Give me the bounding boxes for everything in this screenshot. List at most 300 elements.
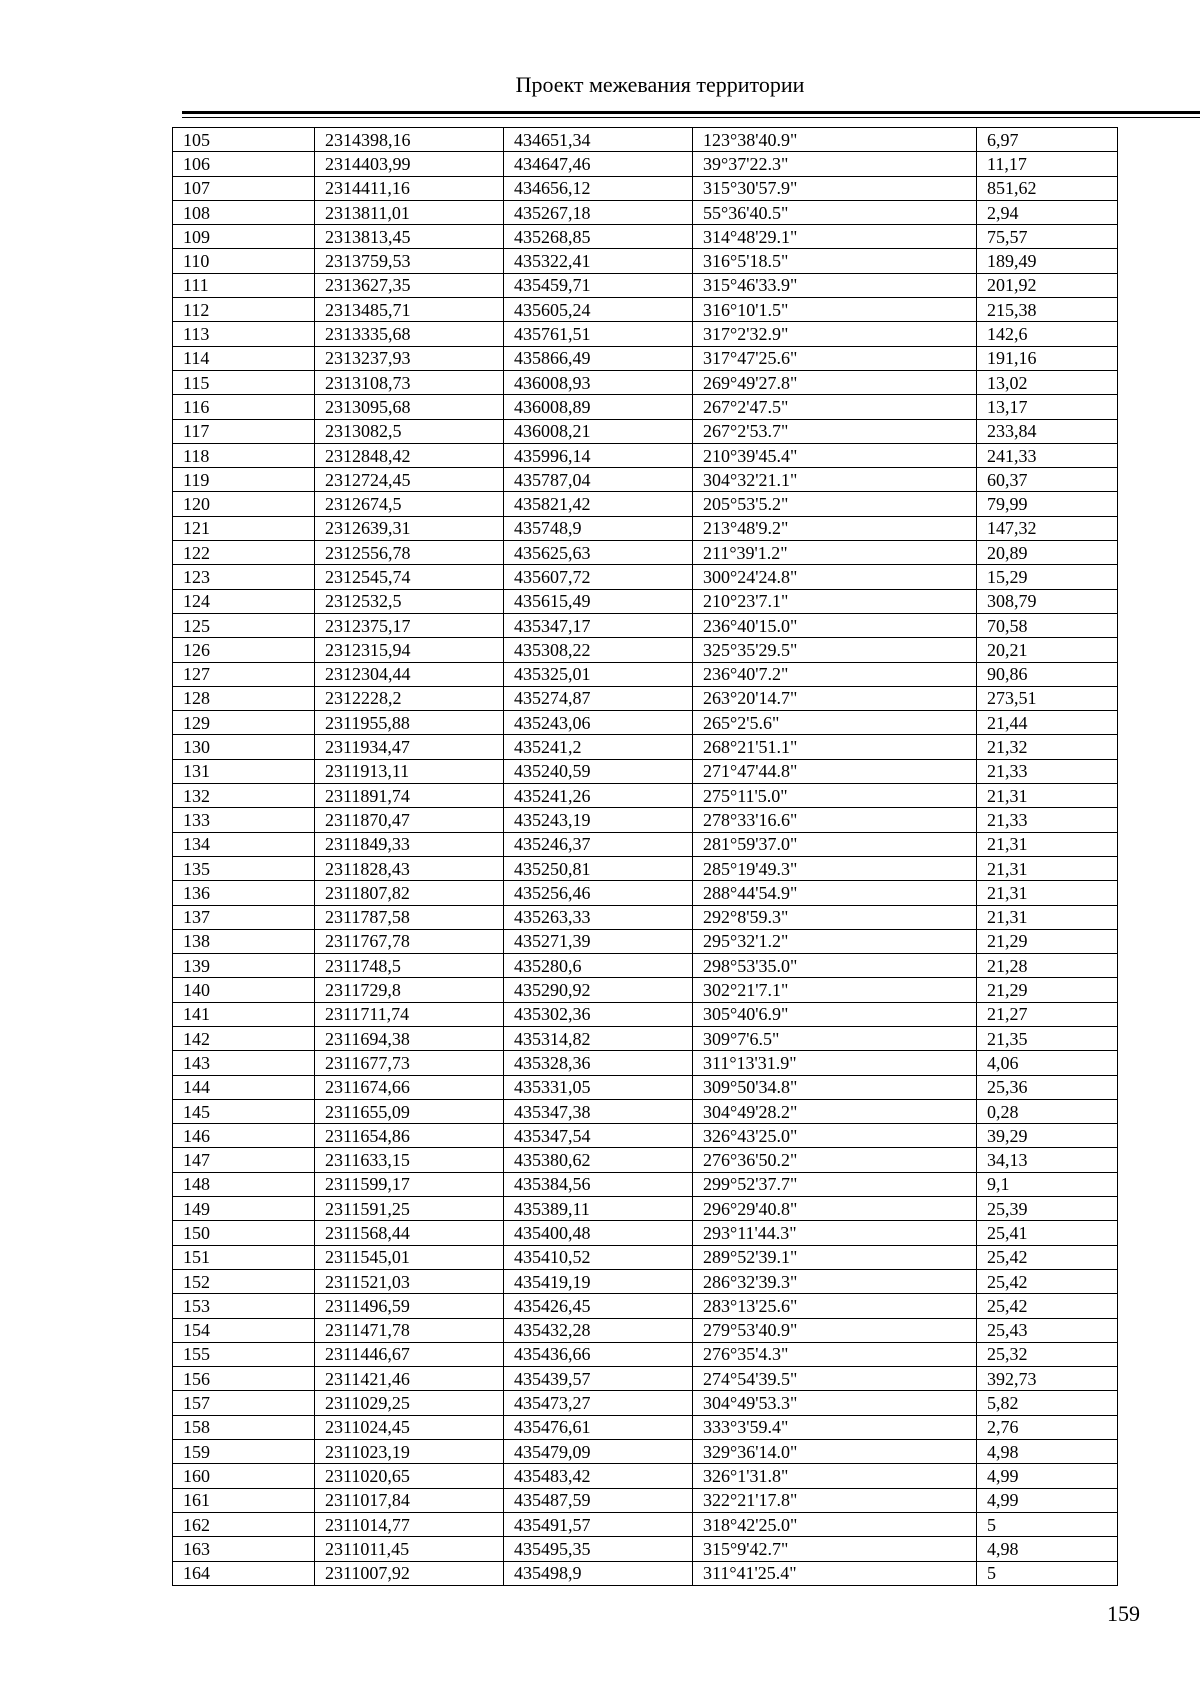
x-coordinate-cell: 2311568,44 (315, 1221, 504, 1245)
y-coordinate-cell: 435267,18 (504, 200, 693, 224)
table-row (173, 1026, 1118, 1050)
y-coordinate-cell: 435241,26 (504, 784, 693, 808)
point-number-cell: 147 (173, 1148, 315, 1172)
y-coordinate-cell: 435241,2 (504, 735, 693, 759)
distance-cell: 13,17 (977, 395, 1118, 419)
table-row (173, 1561, 1118, 1585)
x-coordinate-cell: 2311591,25 (315, 1197, 504, 1221)
distance-cell: 241,33 (977, 443, 1118, 467)
point-number-cell: 109 (173, 225, 315, 249)
x-coordinate-cell: 2312304,44 (315, 662, 504, 686)
distance-cell: 25,42 (977, 1245, 1118, 1269)
x-coordinate-cell: 2313759,53 (315, 249, 504, 273)
y-coordinate-cell: 435483,42 (504, 1464, 693, 1488)
table-row (173, 638, 1118, 662)
bearing-cell: 333°3'59.4" (693, 1415, 977, 1439)
bearing-cell: 275°11'5.0" (693, 784, 977, 808)
coordinates-table (172, 127, 1118, 1586)
x-coordinate-cell: 2313627,35 (315, 273, 504, 297)
bearing-cell: 283°13'25.6" (693, 1294, 977, 1318)
x-coordinate-cell: 2313813,45 (315, 225, 504, 249)
point-number-cell: 146 (173, 1124, 315, 1148)
y-coordinate-cell: 435331,05 (504, 1075, 693, 1099)
table-row (173, 443, 1118, 467)
x-coordinate-cell: 2311767,78 (315, 929, 504, 953)
table-row (173, 1440, 1118, 1464)
y-coordinate-cell: 435240,59 (504, 759, 693, 783)
distance-cell: 273,51 (977, 686, 1118, 710)
point-number-cell: 155 (173, 1342, 315, 1366)
y-coordinate-cell: 435347,17 (504, 613, 693, 637)
y-coordinate-cell: 435473,27 (504, 1391, 693, 1415)
bearing-cell: 236°40'15.0" (693, 613, 977, 637)
distance-cell: 21,31 (977, 784, 1118, 808)
x-coordinate-cell: 2311011,45 (315, 1537, 504, 1561)
x-coordinate-cell: 2312315,94 (315, 638, 504, 662)
y-coordinate-cell: 435246,37 (504, 832, 693, 856)
table-row (173, 978, 1118, 1002)
distance-cell: 6,97 (977, 128, 1118, 152)
bearing-cell: 211°39'1.2" (693, 541, 977, 565)
bearing-cell: 304°49'28.2" (693, 1099, 977, 1123)
y-coordinate-cell: 435605,24 (504, 298, 693, 322)
bearing-cell: 318°42'25.0" (693, 1512, 977, 1536)
bearing-cell: 265°2'5.6" (693, 711, 977, 735)
distance-cell: 0,28 (977, 1099, 1118, 1123)
bearing-cell: 276°35'4.3" (693, 1342, 977, 1366)
x-coordinate-cell: 2313082,5 (315, 419, 504, 443)
header-rule-thin (182, 117, 1200, 118)
table-row (173, 1294, 1118, 1318)
point-number-cell: 122 (173, 541, 315, 565)
point-number-cell: 157 (173, 1391, 315, 1415)
point-number-cell: 139 (173, 954, 315, 978)
table-row (173, 1391, 1118, 1415)
table-row (173, 128, 1118, 152)
y-coordinate-cell: 435491,57 (504, 1512, 693, 1536)
table-row (173, 200, 1118, 224)
x-coordinate-cell: 2312545,74 (315, 565, 504, 589)
y-coordinate-cell: 435439,57 (504, 1367, 693, 1391)
bearing-cell: 309°50'34.8" (693, 1075, 977, 1099)
x-coordinate-cell: 2314398,16 (315, 128, 504, 152)
bearing-cell: 271°47'44.8" (693, 759, 977, 783)
bearing-cell: 269°49'27.8" (693, 370, 977, 394)
bearing-cell: 311°41'25.4" (693, 1561, 977, 1585)
point-number-cell: 149 (173, 1197, 315, 1221)
bearing-cell: 276°36'50.2" (693, 1148, 977, 1172)
x-coordinate-cell: 2311545,01 (315, 1245, 504, 1269)
table-row (173, 1269, 1118, 1293)
point-number-cell: 125 (173, 613, 315, 637)
y-coordinate-cell: 435274,87 (504, 686, 693, 710)
distance-cell: 20,21 (977, 638, 1118, 662)
y-coordinate-cell: 435615,49 (504, 589, 693, 613)
point-number-cell: 115 (173, 370, 315, 394)
x-coordinate-cell: 2312375,17 (315, 613, 504, 637)
x-coordinate-cell: 2311496,59 (315, 1294, 504, 1318)
bearing-cell: 55°36'40.5" (693, 200, 977, 224)
bearing-cell: 309°7'6.5" (693, 1026, 977, 1050)
table-row (173, 784, 1118, 808)
point-number-cell: 131 (173, 759, 315, 783)
bearing-cell: 210°39'45.4" (693, 443, 977, 467)
bearing-cell: 213°48'9.2" (693, 516, 977, 540)
distance-cell: 392,73 (977, 1367, 1118, 1391)
point-number-cell: 108 (173, 200, 315, 224)
bearing-cell: 317°2'32.9" (693, 322, 977, 346)
y-coordinate-cell: 435256,46 (504, 881, 693, 905)
distance-cell: 13,02 (977, 370, 1118, 394)
distance-cell: 90,86 (977, 662, 1118, 686)
point-number-cell: 136 (173, 881, 315, 905)
point-number-cell: 123 (173, 565, 315, 589)
x-coordinate-cell: 2311729,8 (315, 978, 504, 1002)
table-row (173, 662, 1118, 686)
y-coordinate-cell: 435400,48 (504, 1221, 693, 1245)
distance-cell: 21,35 (977, 1026, 1118, 1050)
y-coordinate-cell: 435280,6 (504, 954, 693, 978)
bearing-cell: 289°52'39.1" (693, 1245, 977, 1269)
x-coordinate-cell: 2311849,33 (315, 832, 504, 856)
x-coordinate-cell: 2311934,47 (315, 735, 504, 759)
table-row (173, 516, 1118, 540)
distance-cell: 21,29 (977, 978, 1118, 1002)
point-number-cell: 152 (173, 1269, 315, 1293)
table-row (173, 905, 1118, 929)
y-coordinate-cell: 436008,89 (504, 395, 693, 419)
table-row (173, 954, 1118, 978)
bearing-cell: 281°59'37.0" (693, 832, 977, 856)
point-number-cell: 150 (173, 1221, 315, 1245)
distance-cell: 215,38 (977, 298, 1118, 322)
point-number-cell: 110 (173, 249, 315, 273)
y-coordinate-cell: 435347,54 (504, 1124, 693, 1148)
coordinates-table-body (173, 128, 1118, 1586)
x-coordinate-cell: 2311891,74 (315, 784, 504, 808)
distance-cell: 9,1 (977, 1172, 1118, 1196)
x-coordinate-cell: 2311655,09 (315, 1099, 504, 1123)
y-coordinate-cell: 435322,41 (504, 249, 693, 273)
y-coordinate-cell: 435314,82 (504, 1026, 693, 1050)
distance-cell: 21,33 (977, 808, 1118, 832)
point-number-cell: 124 (173, 589, 315, 613)
table-row (173, 468, 1118, 492)
point-number-cell: 118 (173, 443, 315, 467)
x-coordinate-cell: 2312532,5 (315, 589, 504, 613)
distance-cell: 21,31 (977, 856, 1118, 880)
point-number-cell: 120 (173, 492, 315, 516)
distance-cell: 21,31 (977, 905, 1118, 929)
x-coordinate-cell: 2311023,19 (315, 1440, 504, 1464)
distance-cell: 34,13 (977, 1148, 1118, 1172)
y-coordinate-cell: 435347,38 (504, 1099, 693, 1123)
table-row (173, 1464, 1118, 1488)
distance-cell: 25,36 (977, 1075, 1118, 1099)
point-number-cell: 132 (173, 784, 315, 808)
table-row (173, 929, 1118, 953)
table-row (173, 1051, 1118, 1075)
x-coordinate-cell: 2312724,45 (315, 468, 504, 492)
bearing-cell: 288°44'54.9" (693, 881, 977, 905)
y-coordinate-cell: 435821,42 (504, 492, 693, 516)
y-coordinate-cell: 435432,28 (504, 1318, 693, 1342)
point-number-cell: 134 (173, 832, 315, 856)
x-coordinate-cell: 2311787,58 (315, 905, 504, 929)
distance-cell: 21,31 (977, 881, 1118, 905)
y-coordinate-cell: 436008,93 (504, 370, 693, 394)
bearing-cell: 304°49'53.3" (693, 1391, 977, 1415)
bearing-cell: 300°24'24.8" (693, 565, 977, 589)
distance-cell: 4,06 (977, 1051, 1118, 1075)
point-number-cell: 142 (173, 1026, 315, 1050)
bearing-cell: 326°1'31.8" (693, 1464, 977, 1488)
bearing-cell: 278°33'16.6" (693, 808, 977, 832)
bearing-cell: 263°20'14.7" (693, 686, 977, 710)
table-row (173, 711, 1118, 735)
table-row (173, 176, 1118, 200)
distance-cell: 4,99 (977, 1488, 1118, 1512)
table-row (173, 1172, 1118, 1196)
x-coordinate-cell: 2311694,38 (315, 1026, 504, 1050)
distance-cell: 189,49 (977, 249, 1118, 273)
distance-cell: 21,32 (977, 735, 1118, 759)
point-number-cell: 128 (173, 686, 315, 710)
distance-cell: 142,6 (977, 322, 1118, 346)
point-number-cell: 121 (173, 516, 315, 540)
point-number-cell: 130 (173, 735, 315, 759)
distance-cell: 25,42 (977, 1269, 1118, 1293)
bearing-cell: 295°32'1.2" (693, 929, 977, 953)
y-coordinate-cell: 435290,92 (504, 978, 693, 1002)
distance-cell: 851,62 (977, 176, 1118, 200)
distance-cell: 201,92 (977, 273, 1118, 297)
y-coordinate-cell: 435498,9 (504, 1561, 693, 1585)
y-coordinate-cell: 435761,51 (504, 322, 693, 346)
table-row (173, 492, 1118, 516)
x-coordinate-cell: 2311677,73 (315, 1051, 504, 1075)
distance-cell: 4,98 (977, 1440, 1118, 1464)
bearing-cell: 292°8'59.3" (693, 905, 977, 929)
distance-cell: 21,28 (977, 954, 1118, 978)
table-row (173, 1148, 1118, 1172)
bearing-cell: 236°40'7.2" (693, 662, 977, 686)
distance-cell: 39,29 (977, 1124, 1118, 1148)
y-coordinate-cell: 435268,85 (504, 225, 693, 249)
distance-cell: 79,99 (977, 492, 1118, 516)
y-coordinate-cell: 435748,9 (504, 516, 693, 540)
distance-cell: 25,42 (977, 1294, 1118, 1318)
table-row (173, 1318, 1118, 1342)
distance-cell: 20,89 (977, 541, 1118, 565)
table-row (173, 613, 1118, 637)
bearing-cell: 39°37'22.3" (693, 152, 977, 176)
bearing-cell: 205°53'5.2" (693, 492, 977, 516)
table-row (173, 1512, 1118, 1536)
table-row (173, 541, 1118, 565)
table-row (173, 419, 1118, 443)
point-number-cell: 156 (173, 1367, 315, 1391)
point-number-cell: 164 (173, 1561, 315, 1585)
point-number-cell: 107 (173, 176, 315, 200)
point-number-cell: 106 (173, 152, 315, 176)
y-coordinate-cell: 434656,12 (504, 176, 693, 200)
point-number-cell: 161 (173, 1488, 315, 1512)
x-coordinate-cell: 2313335,68 (315, 322, 504, 346)
point-number-cell: 116 (173, 395, 315, 419)
point-number-cell: 129 (173, 711, 315, 735)
table-row (173, 1124, 1118, 1148)
table-row (173, 273, 1118, 297)
point-number-cell: 158 (173, 1415, 315, 1439)
bearing-cell: 267°2'47.5" (693, 395, 977, 419)
point-number-cell: 143 (173, 1051, 315, 1075)
bearing-cell: 316°5'18.5" (693, 249, 977, 273)
y-coordinate-cell: 435263,33 (504, 905, 693, 929)
point-number-cell: 114 (173, 346, 315, 370)
bearing-cell: 274°54'39.5" (693, 1367, 977, 1391)
distance-cell: 21,44 (977, 711, 1118, 735)
table-row (173, 759, 1118, 783)
table-row (173, 1537, 1118, 1561)
distance-cell: 147,32 (977, 516, 1118, 540)
x-coordinate-cell: 2311870,47 (315, 808, 504, 832)
y-coordinate-cell: 435243,19 (504, 808, 693, 832)
point-number-cell: 144 (173, 1075, 315, 1099)
x-coordinate-cell: 2311014,77 (315, 1512, 504, 1536)
x-coordinate-cell: 2311674,66 (315, 1075, 504, 1099)
x-coordinate-cell: 2311521,03 (315, 1269, 504, 1293)
point-number-cell: 159 (173, 1440, 315, 1464)
y-coordinate-cell: 435479,09 (504, 1440, 693, 1464)
y-coordinate-cell: 435607,72 (504, 565, 693, 589)
point-number-cell: 151 (173, 1245, 315, 1269)
distance-cell: 5 (977, 1561, 1118, 1585)
point-number-cell: 138 (173, 929, 315, 953)
bearing-cell: 298°53'35.0" (693, 954, 977, 978)
y-coordinate-cell: 435389,11 (504, 1197, 693, 1221)
table-row (173, 370, 1118, 394)
x-coordinate-cell: 2314403,99 (315, 152, 504, 176)
distance-cell: 15,29 (977, 565, 1118, 589)
point-number-cell: 117 (173, 419, 315, 443)
x-coordinate-cell: 2311711,74 (315, 1002, 504, 1026)
x-coordinate-cell: 2311748,5 (315, 954, 504, 978)
y-coordinate-cell: 435866,49 (504, 346, 693, 370)
distance-cell: 4,99 (977, 1464, 1118, 1488)
point-number-cell: 111 (173, 273, 315, 297)
bearing-cell: 299°52'37.7" (693, 1172, 977, 1196)
bearing-cell: 317°47'25.6" (693, 346, 977, 370)
bearing-cell: 279°53'40.9" (693, 1318, 977, 1342)
distance-cell: 21,27 (977, 1002, 1118, 1026)
bearing-cell: 210°23'7.1" (693, 589, 977, 613)
x-coordinate-cell: 2311913,11 (315, 759, 504, 783)
bearing-cell: 325°35'29.5" (693, 638, 977, 662)
bearing-cell: 322°21'17.8" (693, 1488, 977, 1512)
y-coordinate-cell: 435459,71 (504, 273, 693, 297)
distance-cell: 25,39 (977, 1197, 1118, 1221)
table-row (173, 1002, 1118, 1026)
bearing-cell: 123°38'40.9" (693, 128, 977, 152)
x-coordinate-cell: 2311020,65 (315, 1464, 504, 1488)
point-number-cell: 160 (173, 1464, 315, 1488)
y-coordinate-cell: 435308,22 (504, 638, 693, 662)
bearing-cell: 315°9'42.7" (693, 1537, 977, 1561)
x-coordinate-cell: 2311828,43 (315, 856, 504, 880)
distance-cell: 5,82 (977, 1391, 1118, 1415)
y-coordinate-cell: 436008,21 (504, 419, 693, 443)
bearing-cell: 315°46'33.9" (693, 273, 977, 297)
distance-cell: 2,94 (977, 200, 1118, 224)
bearing-cell: 302°21'7.1" (693, 978, 977, 1002)
x-coordinate-cell: 2311024,45 (315, 1415, 504, 1439)
x-coordinate-cell: 2311807,82 (315, 881, 504, 905)
table-row (173, 808, 1118, 832)
point-number-cell: 126 (173, 638, 315, 662)
y-coordinate-cell: 434647,46 (504, 152, 693, 176)
y-coordinate-cell: 435243,06 (504, 711, 693, 735)
x-coordinate-cell: 2311446,67 (315, 1342, 504, 1366)
x-coordinate-cell: 2311955,88 (315, 711, 504, 735)
y-coordinate-cell: 435495,35 (504, 1537, 693, 1561)
distance-cell: 21,29 (977, 929, 1118, 953)
table-row (173, 395, 1118, 419)
distance-cell: 25,41 (977, 1221, 1118, 1245)
x-coordinate-cell: 2311471,78 (315, 1318, 504, 1342)
point-number-cell: 113 (173, 322, 315, 346)
bearing-cell: 293°11'44.3" (693, 1221, 977, 1245)
x-coordinate-cell: 2311599,17 (315, 1172, 504, 1196)
bearing-cell: 305°40'6.9" (693, 1002, 977, 1026)
distance-cell: 308,79 (977, 589, 1118, 613)
bearing-cell: 296°29'40.8" (693, 1197, 977, 1221)
x-coordinate-cell: 2311654,86 (315, 1124, 504, 1148)
bearing-cell: 304°32'21.1" (693, 468, 977, 492)
y-coordinate-cell: 435325,01 (504, 662, 693, 686)
table-row (173, 686, 1118, 710)
table-row (173, 856, 1118, 880)
y-coordinate-cell: 435996,14 (504, 443, 693, 467)
bearing-cell: 329°36'14.0" (693, 1440, 977, 1464)
y-coordinate-cell: 435380,62 (504, 1148, 693, 1172)
y-coordinate-cell: 435476,61 (504, 1415, 693, 1439)
distance-cell: 2,76 (977, 1415, 1118, 1439)
table-row (173, 1415, 1118, 1439)
distance-cell: 21,31 (977, 832, 1118, 856)
point-number-cell: 163 (173, 1537, 315, 1561)
y-coordinate-cell: 435487,59 (504, 1488, 693, 1512)
x-coordinate-cell: 2313485,71 (315, 298, 504, 322)
table-row (173, 832, 1118, 856)
distance-cell: 75,57 (977, 225, 1118, 249)
y-coordinate-cell: 435436,66 (504, 1342, 693, 1366)
table-row (173, 1367, 1118, 1391)
point-number-cell: 162 (173, 1512, 315, 1536)
header-rule-thick (182, 111, 1200, 114)
bearing-cell: 285°19'49.3" (693, 856, 977, 880)
bearing-cell: 326°43'25.0" (693, 1124, 977, 1148)
y-coordinate-cell: 435426,45 (504, 1294, 693, 1318)
point-number-cell: 133 (173, 808, 315, 832)
distance-cell: 25,32 (977, 1342, 1118, 1366)
bearing-cell: 316°10'1.5" (693, 298, 977, 322)
y-coordinate-cell: 435419,19 (504, 1269, 693, 1293)
x-coordinate-cell: 2314411,16 (315, 176, 504, 200)
bearing-cell: 315°30'57.9" (693, 176, 977, 200)
page-title: Проект межевания территории (515, 72, 805, 97)
bearing-cell: 314°48'29.1" (693, 225, 977, 249)
